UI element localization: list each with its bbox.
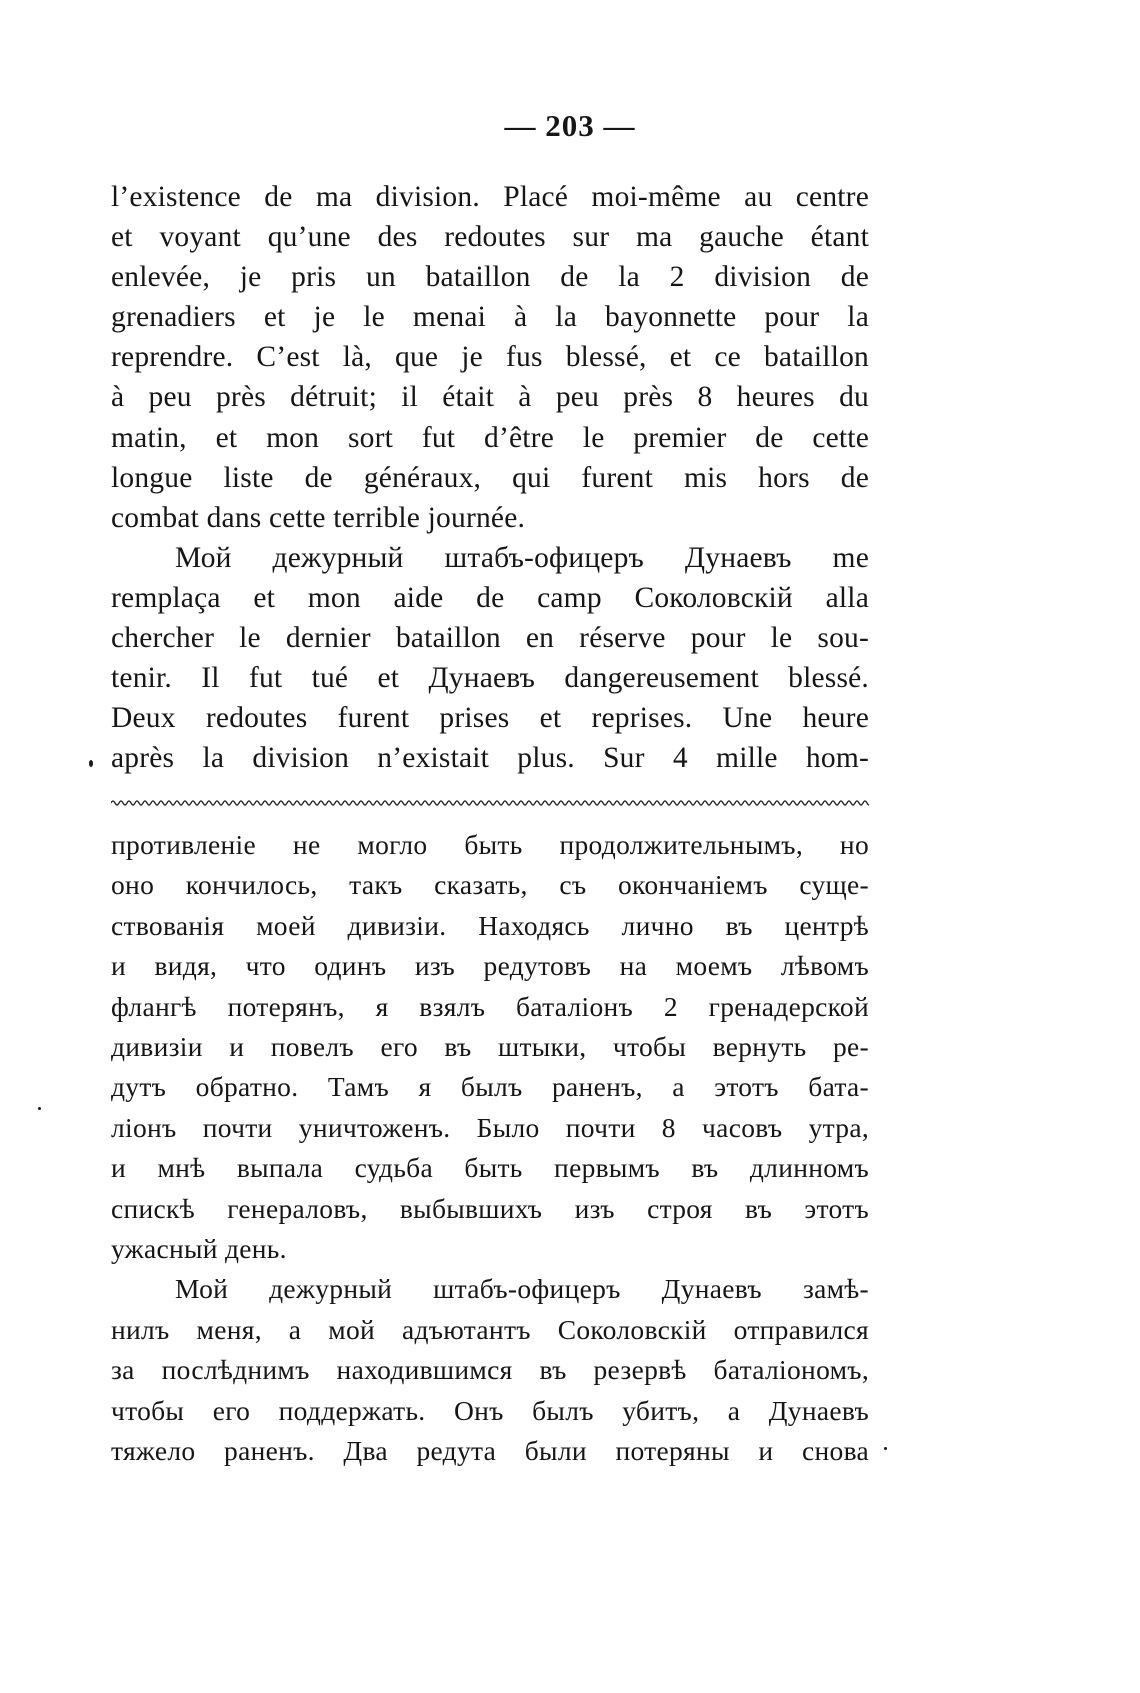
text-line: enlevée, je pris un bataillon de la 2 division de: [111, 261, 869, 294]
text-line: и мнѣ выпала судьба быть первымъ въ длинномъ: [111, 1152, 869, 1184]
text-line: спискѣ генераловъ, выбывшихъ изъ строя въ этотъ: [111, 1192, 869, 1224]
russian-paragraph-2: [111, 1269, 869, 1471]
text-line: дутъ обратно. Тамъ я былъ раненъ, а этотъ бата-: [111, 1071, 869, 1103]
text-line: à peu près détruit; il était à peu près 8 heures du: [111, 381, 869, 414]
text-line: ліонъ почти уничтоженъ. Было почти 8 часовъ утра,: [111, 1111, 869, 1143]
text-line: флангѣ потерянъ, я взялъ баталіонъ 2 гренадерской: [111, 990, 869, 1022]
margin-speck: [38, 1107, 41, 1110]
page-number: — 203 —: [504, 108, 636, 143]
margin-speck: [89, 760, 93, 767]
text-line: reprendre. C’est là, que je fus blessé, et ce bataillon: [111, 341, 869, 374]
text-line: противленіе не могло быть продолжительнымъ, но: [111, 829, 869, 860]
text-line: ствованія моей дивизіи. Находясь лично въ центрѣ: [111, 909, 869, 941]
russian-paragraph-1: [111, 825, 869, 1269]
text-line: нилъ меня, а мой адъютантъ Соколовскій отправился: [111, 1313, 869, 1345]
text-line: дивизіи и повелъ его въ штыки, чтобы вернуть ре-: [111, 1031, 869, 1063]
text-line: combat dans cette terrible journée.: [111, 501, 526, 534]
wavy-divider: [111, 797, 869, 809]
french-text-block: [111, 177, 869, 778]
text-line: chercher le dernier bataillon en réserve pour le sou-: [111, 622, 869, 655]
text-line: Мой дежурный штабъ-офицеръ Дунаевъ me: [175, 541, 869, 574]
text-line: après la division n’existait plus. Sur 4 mille hom-: [111, 742, 869, 775]
french-paragraph-2: [111, 538, 869, 779]
text-line: matin, et mon sort fut d’être le premier de cette: [111, 421, 869, 454]
text-line: tenir. Il fut tué et Дунаевъ dangereusement blessé.: [111, 662, 869, 695]
margin-speck: [884, 1447, 887, 1450]
text-line: Deux redoutes furent prises et reprises. Une heure: [111, 702, 869, 735]
text-line: Мой дежурный штабъ-офицеръ Дунаевъ замѣ-: [175, 1273, 869, 1305]
french-paragraph-1: [111, 177, 869, 538]
text-line: remplaça et mon aide de camp Соколовскій alla: [111, 581, 869, 614]
text-line: longue liste de généraux, qui furent mis hors de: [111, 461, 869, 494]
text-line: оно кончилось, такъ сказать, съ окончаніемъ суще-: [111, 869, 869, 901]
text-line: ужасный день.: [111, 1233, 287, 1265]
text-line: l’existence de ma division. Placé moi-même au centre: [111, 181, 869, 213]
text-line: чтобы его поддержать. Онъ былъ убитъ, а Дунаевъ: [111, 1394, 869, 1426]
text-line: и видя, что одинъ изъ редутовъ на моемъ лѣвомъ: [111, 950, 869, 982]
text-line: тяжело раненъ. Два редута были потеряны и снова: [111, 1435, 869, 1467]
text-line: et voyant qu’une des redoutes sur ma gauche étant: [111, 221, 869, 254]
text-line: за послѣднимъ находившимся въ резервѣ баталіономъ,: [111, 1354, 869, 1386]
russian-text-block: [111, 825, 869, 1472]
text-line: grenadiers et je le menai à la bayonnette pour la: [111, 301, 869, 334]
